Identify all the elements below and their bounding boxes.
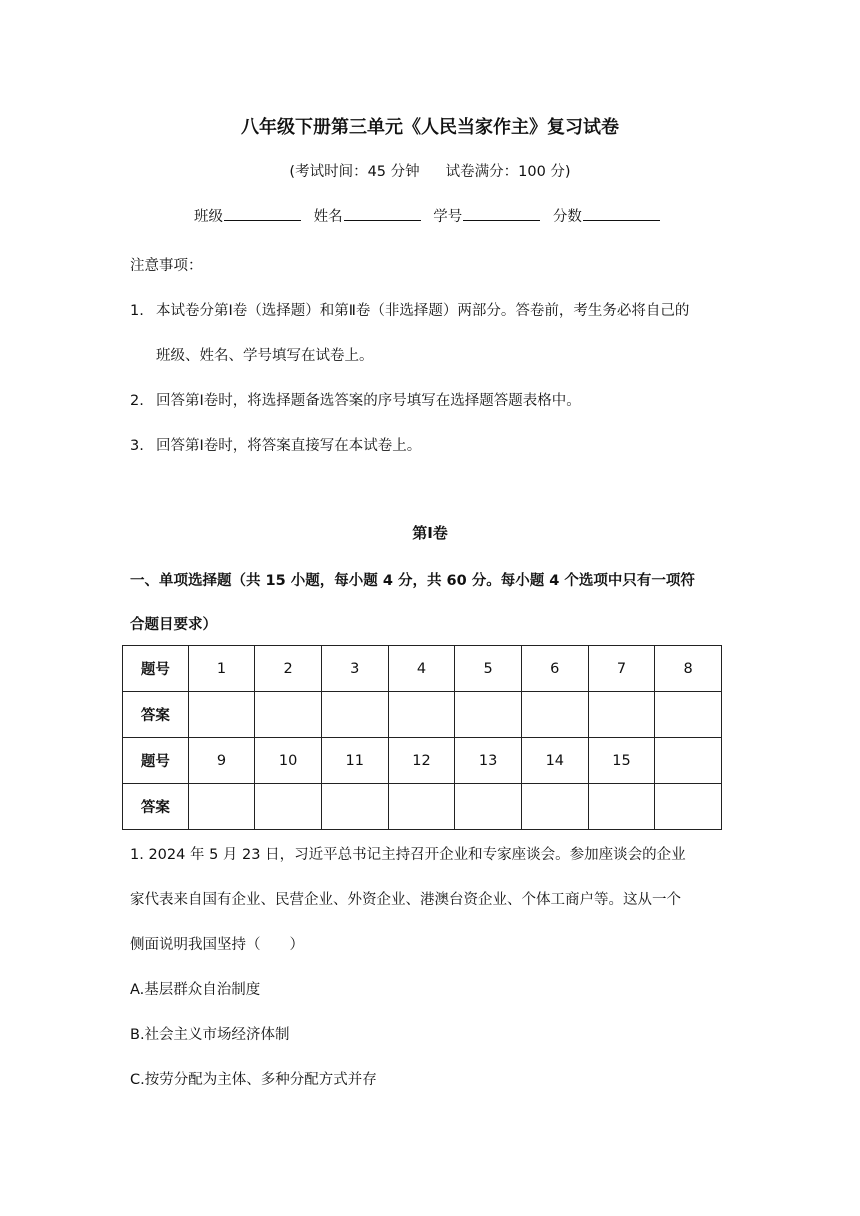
answer-cell[interactable] <box>521 784 588 830</box>
question-number: 9 <box>188 738 255 784</box>
question1-option-b: B.社会主义市场经济体制 <box>130 1027 290 1043</box>
notice-number: 3. <box>130 438 144 454</box>
student-info-row <box>194 205 668 226</box>
question-number: 2 <box>255 646 322 692</box>
notice-text: 回答第Ⅰ卷时，将答案直接写在本试卷上。 <box>156 438 422 454</box>
answer-cell[interactable] <box>455 784 522 830</box>
info-field-class <box>194 209 301 225</box>
part-heading-line2: 合题目要求） <box>130 617 217 633</box>
notice-item-1 <box>130 299 689 320</box>
row-label: 题号 <box>123 646 189 692</box>
answer-cell[interactable] <box>388 692 455 738</box>
info-label: 分数 <box>552 209 582 225</box>
info-blank[interactable] <box>463 206 540 221</box>
answer-cell[interactable] <box>655 692 722 738</box>
question-number: 13 <box>455 738 522 784</box>
notice-item-1-cont: 班级、姓名、学号填写在试卷上。 <box>156 348 374 364</box>
exam-subtitle <box>0 160 860 181</box>
question-number: 12 <box>388 738 455 784</box>
exam-title: 八年级下册第三单元《人民当家作主》复习试卷 <box>241 117 619 138</box>
info-label: 班级 <box>194 209 223 225</box>
exam-full-score: 试卷满分：100 分) <box>445 164 571 180</box>
notice-number: 1. <box>130 303 144 319</box>
question-number: 11 <box>321 738 388 784</box>
question1-line3: 侧面说明我国坚持（ ） <box>130 937 304 953</box>
answer-table <box>122 645 722 830</box>
info-field-id <box>433 209 540 225</box>
answer-cell[interactable] <box>655 784 722 830</box>
row-label: 题号 <box>123 738 189 784</box>
answer-cell[interactable] <box>321 692 388 738</box>
table-row <box>123 692 722 738</box>
answer-cell[interactable] <box>588 784 655 830</box>
info-label: 姓名 <box>313 209 343 225</box>
row-label: 答案 <box>123 784 189 830</box>
info-field-score <box>553 209 660 225</box>
question-number: 15 <box>588 738 655 784</box>
answer-cell[interactable] <box>255 692 322 738</box>
question-number: 6 <box>521 646 588 692</box>
question-number: 4 <box>388 646 455 692</box>
table-row <box>123 738 722 784</box>
question-number: 10 <box>255 738 322 784</box>
answer-cell[interactable] <box>588 692 655 738</box>
answer-cell[interactable] <box>255 784 322 830</box>
notice-item-3 <box>130 434 421 455</box>
question-number: 7 <box>588 646 655 692</box>
notice-item-2 <box>130 389 581 410</box>
question-number: 3 <box>321 646 388 692</box>
table-row <box>123 646 722 692</box>
notice-number: 2. <box>130 393 144 409</box>
question1-option-c: C.按劳分配为主体、多种分配方式并存 <box>130 1072 377 1088</box>
notice-text: 本试卷分第Ⅰ卷（选择题）和第Ⅱ卷（非选择题）两部分。答卷前，考生务必将自己的 <box>156 303 690 319</box>
row-label: 答案 <box>123 692 189 738</box>
notice-text: 回答第Ⅰ卷时，将选择题备选答案的序号填写在选择题答题表格中。 <box>156 393 581 409</box>
question-number: 1 <box>188 646 255 692</box>
question-number <box>655 738 722 784</box>
answer-cell[interactable] <box>188 692 255 738</box>
answer-cell[interactable] <box>521 692 588 738</box>
question-number: 14 <box>521 738 588 784</box>
question1-line2: 家代表来自国有企业、民营企业、外资企业、港澳台资企业、个体工商户等。这从一个 <box>130 892 681 908</box>
info-blank[interactable] <box>344 206 421 221</box>
part-heading-line1: 一、单项选择题（共 15 小题，每小题 4 分，共 60 分。每小题 4 个选项中只有一项符 <box>130 573 695 589</box>
notice-label: 注意事项： <box>130 258 203 274</box>
info-blank[interactable] <box>583 206 660 221</box>
answer-cell[interactable] <box>321 784 388 830</box>
question-number: 5 <box>455 646 522 692</box>
exam-time: (考试时间：45 分钟 <box>289 164 420 180</box>
info-field-name <box>314 209 421 225</box>
answer-cell[interactable] <box>455 692 522 738</box>
table-row <box>123 784 722 830</box>
question-number: 8 <box>655 646 722 692</box>
info-blank[interactable] <box>224 206 301 221</box>
answer-cell[interactable] <box>188 784 255 830</box>
question1-line1: 1. 2024 年 5 月 23 日，习近平总书记主持召开企业和专家座谈会。参加座谈会的企业 <box>130 847 686 863</box>
question1-option-a: A.基层群众自治制度 <box>130 982 261 998</box>
section-title: 第Ⅰ卷 <box>412 524 448 542</box>
answer-cell[interactable] <box>388 784 455 830</box>
info-label: 学号 <box>433 209 463 225</box>
